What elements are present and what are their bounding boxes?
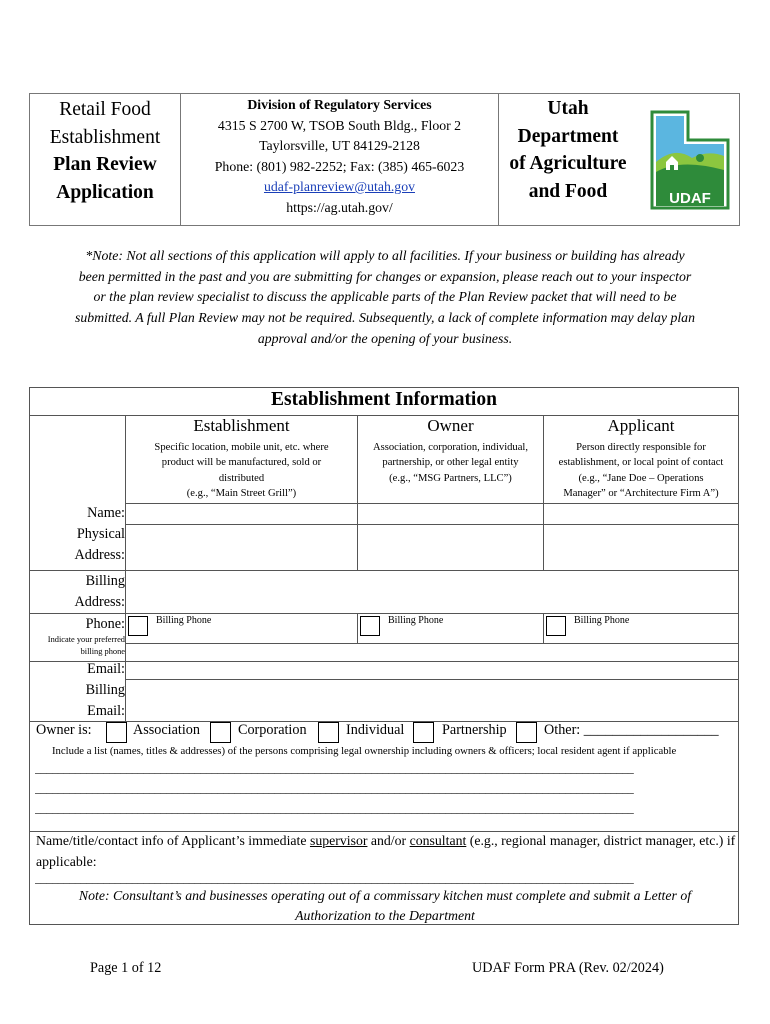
- billing-phone-label: Billing Phone: [574, 615, 630, 626]
- establishment-email-field[interactable]: [126, 644, 357, 661]
- form-title-line: Retail Food: [59, 99, 151, 120]
- applicant-email-field[interactable]: [544, 644, 738, 661]
- consultant-note: Note: Consultant’s and businesses operating out of a commissary kitchen must complete and submit a Letter of Authorization to the Department: [78, 888, 692, 923]
- billing-email-field[interactable]: [126, 680, 738, 721]
- supervisor-consultant-prompt: Name/title/contact info of Applicant’s immediate supervisor and/or consultant (e.g., regional manager, district manager, etc.) if applicable:: [36, 833, 736, 869]
- other-checkbox[interactable]: [516, 722, 537, 743]
- address-line: Taylorsville, UT 84129-2128: [259, 138, 420, 153]
- form-header: [29, 93, 740, 226]
- association-label: Association: [133, 722, 200, 738]
- owner-billing-phone-checkbox[interactable]: [360, 616, 380, 636]
- phone-note: Indicate your preferred billing phone: [47, 635, 125, 656]
- partnership-label: Partnership: [442, 722, 507, 738]
- name-label: Name:: [87, 505, 125, 521]
- owner-list-instructions: Include a list (names, titles & addresses) of the persons comprising legal ownership including owners & officers; local resident agent if applicable: [52, 745, 677, 757]
- column-heading-establishment: Establishment: [193, 416, 290, 435]
- svg-text:UDAF: UDAF: [669, 190, 711, 207]
- establishment-name-field[interactable]: [126, 504, 357, 524]
- billing-address-field[interactable]: [126, 571, 738, 613]
- udaf-logo: [650, 110, 730, 210]
- billing-email-label: Billing Email:: [85, 682, 125, 719]
- department-line: Utah: [547, 98, 589, 119]
- column-desc-owner: Association, corporation, individual, partnership, or other legal entity (e.g., “MSG Partners, LLC”): [372, 442, 529, 484]
- applicant-name-field[interactable]: [544, 504, 738, 524]
- association-checkbox[interactable]: [106, 722, 127, 743]
- billing-address-label: Billing Address:: [74, 573, 125, 610]
- owner-email-field[interactable]: [358, 644, 543, 661]
- department-line: Department: [517, 125, 619, 147]
- column-heading-owner: Owner: [427, 416, 474, 435]
- contact-block: [181, 94, 499, 225]
- column-desc-establishment: Specific location, mobile unit, etc. where product will be manufactured, sold or distributed (e.g., “Main Street Grill”): [154, 442, 329, 500]
- owner-list-line[interactable]: _________________________________________________________________________________________________________: [35, 761, 634, 775]
- department-line: and Food: [528, 180, 608, 202]
- corporation-checkbox[interactable]: [210, 722, 231, 743]
- email-link[interactable]: udaf-planreview@utah.gov: [263, 179, 415, 194]
- billing-phone-label: Billing Phone: [388, 615, 444, 626]
- applicant-billing-phone-checkbox[interactable]: [546, 616, 566, 636]
- division-name: Division of Regulatory Services: [247, 97, 432, 112]
- applicability-note: *Note: Not all sections of this application will apply to all facilities. If your business or building has already been permitted in the past and you are submitting for changes or expansion, please reach out to your inspector or the plan review specialist to discuss the applicable parts of the Plan Review packet that will need to be submitted. A full Plan Review may not be required. Subsequently, a lack of complete information may delay plan approval and/or the opening of your business.: [75, 248, 695, 346]
- phone-fax: Phone: (801) 982-2252; Fax: (385) 465-6023: [214, 158, 465, 174]
- form-title-line: Application: [56, 181, 154, 203]
- establishment-address-field[interactable]: [126, 525, 357, 570]
- phone-label: Phone:: [85, 616, 125, 632]
- individual-checkbox[interactable]: [318, 722, 339, 743]
- form-title: [30, 94, 181, 225]
- owner-list-line[interactable]: _________________________________________________________________________________________________________: [35, 781, 634, 795]
- owner-address-field[interactable]: [358, 525, 543, 570]
- applicant-address-field[interactable]: [544, 525, 738, 570]
- owner-list-line[interactable]: _________________________________________________________________________________________________________: [35, 801, 634, 815]
- physical-address-label: Physical Address:: [74, 526, 125, 563]
- partnership-checkbox[interactable]: [413, 722, 434, 743]
- department-line: of Agriculture: [509, 153, 627, 174]
- other-label[interactable]: Other: ___________________: [544, 722, 719, 738]
- form-title-line: Plan Review: [53, 154, 157, 175]
- supervisor-info-line[interactable]: _________________________________________________________________________________________________________: [35, 871, 634, 885]
- page-number: Page 1 of 12: [90, 960, 162, 976]
- establishment-information-section: [29, 387, 739, 925]
- email-label: Email:: [87, 661, 125, 677]
- individual-label: Individual: [346, 722, 405, 738]
- website-link[interactable]: https://ag.utah.gov/: [286, 199, 393, 215]
- column-heading-applicant: Applicant: [607, 416, 675, 435]
- section-title: Establishment Information: [271, 389, 497, 410]
- form-title-line: Establishment: [49, 126, 161, 148]
- address-line: 4315 S 2700 W, TSOB South Bldg., Floor 2: [217, 117, 462, 133]
- column-desc-applicant: Person directly responsible for establishment, or local point of contact (e.g., “Jane Doe – Operations Manager” or “Architecture Firm A”): [558, 442, 724, 500]
- establishment-billing-phone-checkbox[interactable]: [128, 616, 148, 636]
- department-name: [499, 94, 637, 225]
- billing-phone-label: Billing Phone: [156, 615, 212, 626]
- corporation-label: Corporation: [238, 722, 307, 738]
- owner-name-field[interactable]: [358, 504, 543, 524]
- owner-is-label: Owner is:: [36, 722, 92, 738]
- form-revision: UDAF Form PRA (Rev. 02/2024): [472, 960, 664, 976]
